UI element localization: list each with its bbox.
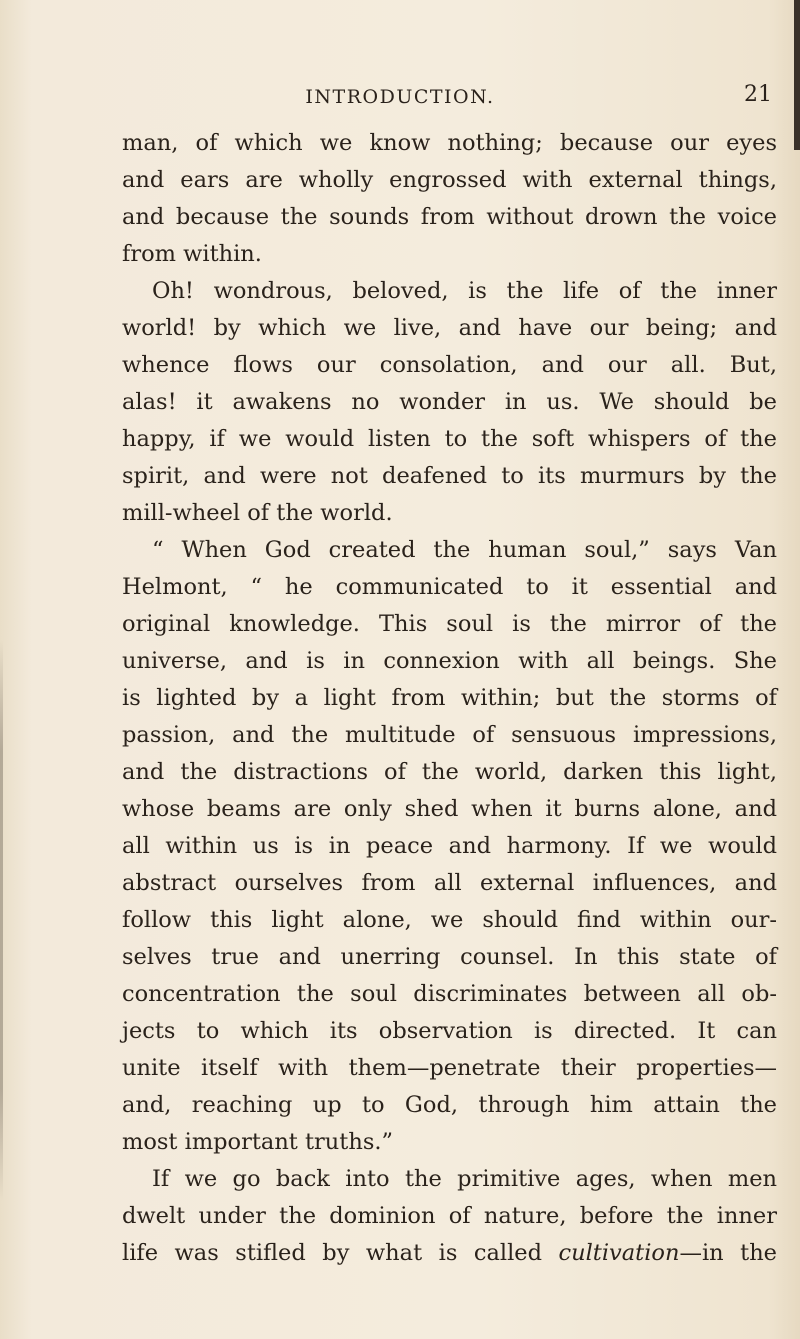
text-line: and the distractions of the world, darken this light, — [122, 759, 777, 785]
running-head: INTRODUCTION. — [305, 86, 495, 108]
text-line: from within. — [122, 241, 262, 267]
text-line: spirit, and were not deafened to its murmurs by the — [122, 463, 777, 489]
text-line: concentration the soul discriminates between all ob- — [122, 981, 777, 1007]
text-line: follow this light alone, we should find within our- — [122, 907, 777, 933]
text-line: Helmont, “ he communicated to it essential and — [122, 574, 777, 600]
text-line: If we go back into the primitive ages, when men — [152, 1166, 777, 1192]
text-fragment: —in the — [679, 1240, 777, 1266]
binding-shadow — [0, 640, 3, 1200]
text-line: happy, if we would listen to the soft whispers of the — [122, 426, 777, 452]
text-line: whose beams are only shed when it burns alone, and — [122, 796, 777, 822]
text-line: all within us is in peace and harmony. If we would — [122, 833, 777, 859]
text-line: jects to which its observation is directed. It can — [122, 1018, 777, 1044]
italic-word: cultivation — [558, 1240, 680, 1266]
text-line: most important truths.” — [122, 1129, 394, 1155]
text-line: Oh! wondrous, beloved, is the life of the inner — [152, 278, 777, 304]
page-number: 21 — [744, 82, 772, 107]
text-line: whence flows our consolation, and our all. But, — [122, 352, 777, 378]
text-line: man, of which we know nothing; because our eyes — [122, 130, 777, 156]
text-line: alas! it awakens no wonder in us. We should be — [122, 389, 777, 415]
text-line: universe, and is in connexion with all beings. She — [122, 648, 777, 674]
text-line: passion, and the multitude of sensuous impressions, — [122, 722, 777, 748]
text-line: unite itself with them—penetrate their properties— — [122, 1055, 777, 1081]
page-edge-shadow — [794, 0, 800, 150]
text-line: selves true and unerring counsel. In this state of — [122, 944, 777, 970]
text-line: mill-wheel of the world. — [122, 500, 393, 526]
text-line: and ears are wholly engrossed with external things, — [122, 167, 777, 193]
text-line: world! by which we live, and have our being; and — [122, 315, 777, 341]
text-line: dwelt under the dominion of nature, before the inner — [122, 1203, 777, 1229]
text-line: is lighted by a light from within; but the storms of — [122, 685, 777, 711]
text-line-last — [122, 1235, 777, 1272]
body-text — [122, 125, 777, 1272]
text-line: original knowledge. This soul is the mirror of the — [122, 611, 777, 637]
text-line: and, reaching up to God, through him attain the — [122, 1092, 777, 1118]
text-line: “ When God created the human soul,” says Van — [152, 537, 777, 563]
text-line: and because the sounds from without drown the voice — [122, 204, 777, 230]
text-fragment: life was stifled by what is called — [122, 1240, 559, 1266]
text-line: abstract ourselves from all external influences, and — [122, 870, 777, 896]
